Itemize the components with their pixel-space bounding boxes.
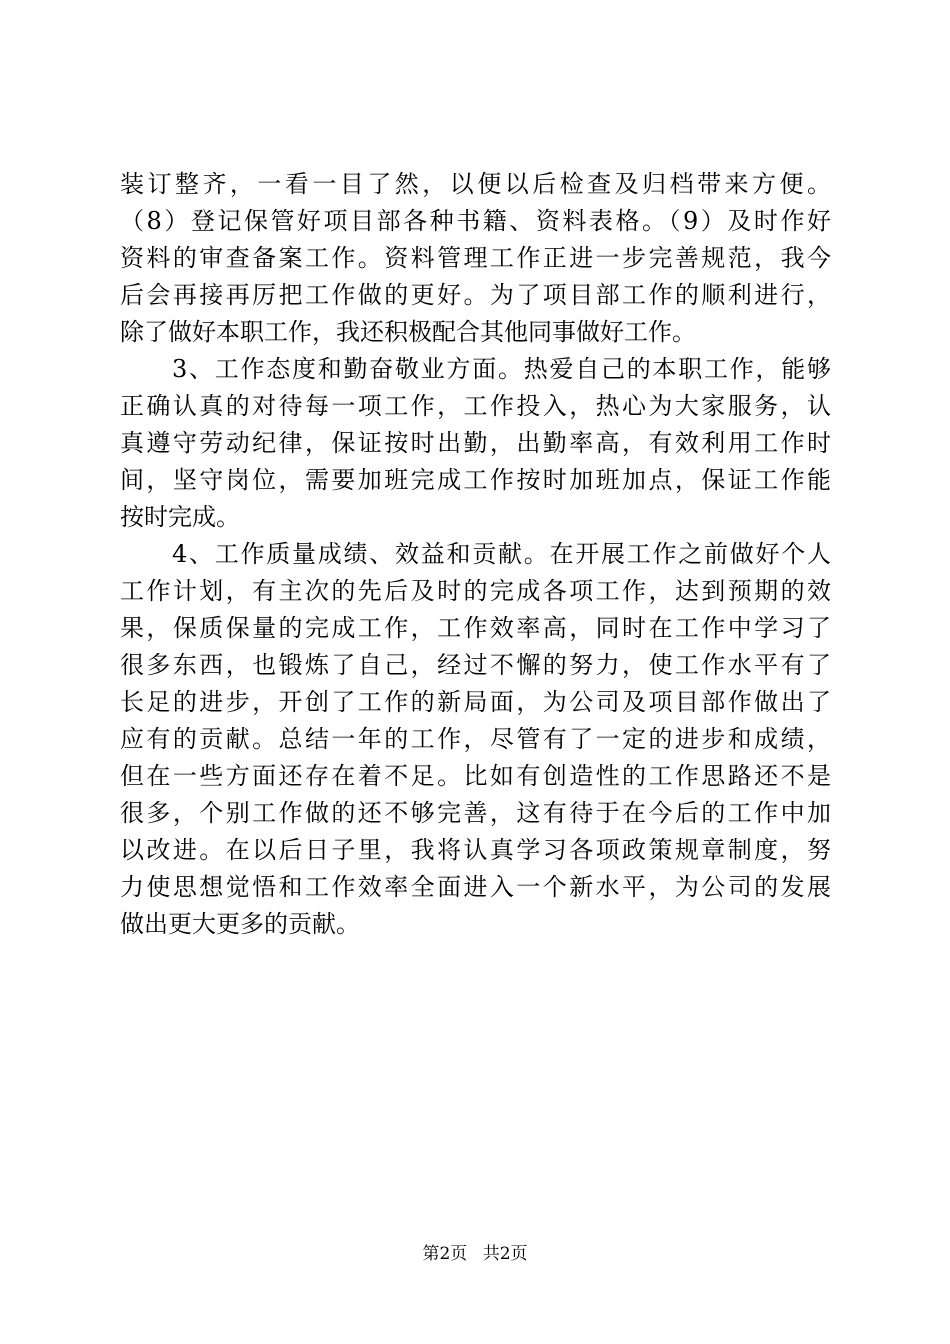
text-line: 以改进。在以后日子里，我将认真学习各项政策规章制度，努 bbox=[120, 836, 831, 864]
text-line: 按时完成。 bbox=[120, 503, 240, 531]
page-footer bbox=[0, 1243, 950, 1265]
text-line: 但在一些方面还存在着不足。比如有创造性的工作思路还不是 bbox=[120, 762, 831, 790]
text-line: 长足的进步，开创了工作的新局面，为公司及项目部作做出了 bbox=[120, 688, 831, 716]
page-total: 共2页 bbox=[482, 1244, 528, 1264]
text-line: 工作计划，有主次的先后及时的完成各项工作，达到预期的效 bbox=[120, 577, 831, 605]
text-line: 资料的审查备案工作。资料管理工作正进一步完善规范，我今 bbox=[120, 244, 831, 272]
text-line: 应有的贡献。总结一年的工作，尽管有了一定的进步和成绩， bbox=[120, 725, 831, 753]
paragraph bbox=[120, 166, 831, 351]
text-line: 后会再接再厉把工作做的更好。为了项目部工作的顺利进行， bbox=[120, 281, 831, 309]
text-line: （8）登记保管好项目部各种书籍、资料表格。（9）及时作好 bbox=[120, 207, 831, 235]
text-line: 间，坚守岗位，需要加班完成工作按时加班加点，保证工作能 bbox=[120, 466, 831, 494]
text-line: 真遵守劳动纪律，保证按时出勤，出勤率高，有效利用工作时 bbox=[120, 429, 831, 457]
text-line: 很多东西，也锻炼了自己，经过不懈的努力，使工作水平有了 bbox=[120, 651, 831, 679]
document-body bbox=[120, 166, 831, 943]
text-line: 力使思想觉悟和工作效率全面进入一个新水平，为公司的发展 bbox=[120, 873, 831, 901]
text-line: 正确认真的对待每一项工作，工作投入，热心为大家服务，认 bbox=[120, 392, 831, 420]
page-number: 第2页 bbox=[422, 1244, 468, 1264]
text-line: 果，保质保量的完成工作，工作效率高，同时在工作中学习了 bbox=[120, 614, 831, 642]
text-line: 做出更大更多的贡献。 bbox=[120, 910, 360, 938]
text-line: 很多，个别工作做的还不够完善，这有待于在今后的工作中加 bbox=[120, 799, 831, 827]
text-line: 4、工作质量成绩、效益和贡献。在开展工作之前做好个人 bbox=[172, 540, 831, 568]
text-line: 装订整齐，一看一目了然，以便以后检查及归档带来方便。 bbox=[120, 170, 831, 198]
paragraph bbox=[120, 351, 831, 536]
text-line: 3、工作态度和勤奋敬业方面。热爱自己的本职工作，能够 bbox=[172, 355, 831, 383]
paragraph bbox=[120, 536, 831, 943]
text-line: 除了做好本职工作，我还积极配合其他同事做好工作。 bbox=[120, 318, 696, 346]
